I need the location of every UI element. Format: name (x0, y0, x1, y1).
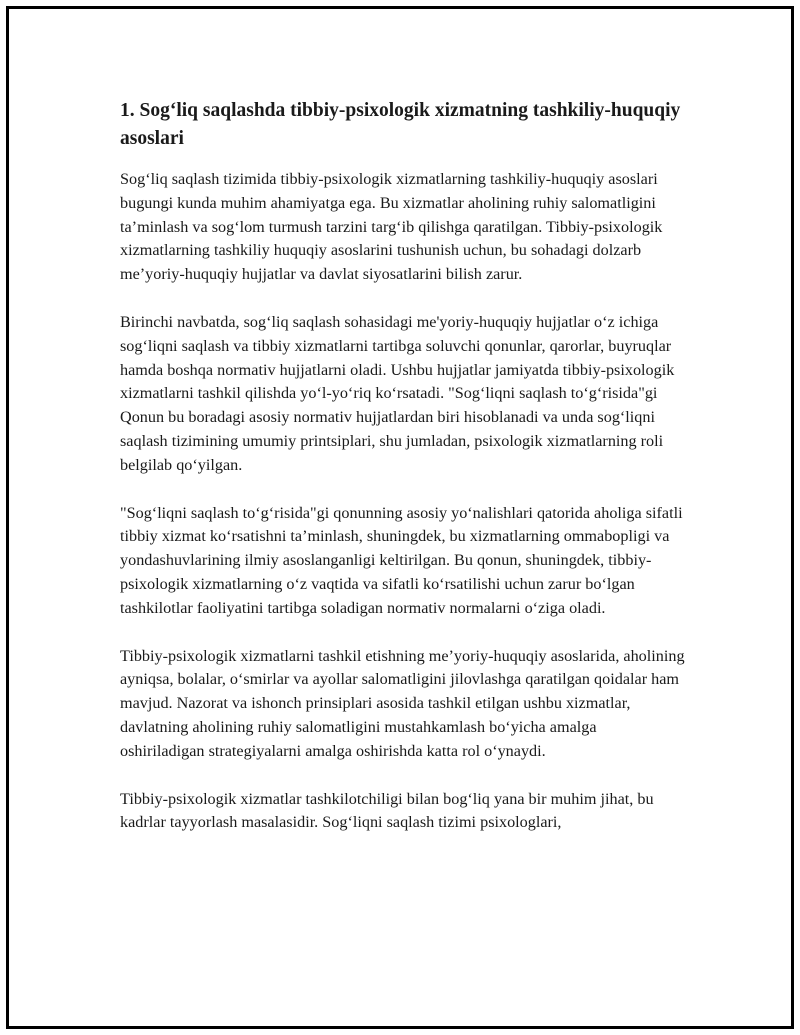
paragraph-4: Tibbiy-psixologik xizmatlarni tashkil etishning me’yoriy-huquqiy asoslarida, aholining ayniqsa, bolalar, o‘smirlar va ayollar salomatligini jilovlashga qaratilgan qoidalar ham mavjud. Nazorat va ishonch prinsiplari asosida tashkil etilgan ushbu xizmatlar, davlatning aholining ruhiy salomatligini mustahkamlash bo‘yicha amalga oshiriladigan strategiyalarni amalga oshirishda katta rol o‘ynaydi. (120, 646, 685, 760)
document-page (6, 6, 794, 1029)
paragraph-5: Tibbiy-psixologik xizmatlar tashkilotchiligi bilan bog‘liq yana bir muhim jihat, bu kadrlar tayyorlash masalasidir. Sog‘liqni saqlash tizimi psixologlari, (120, 789, 654, 832)
section-heading: 1. Sog‘liq saqlashda tibbiy-psixologik xizmatning tashkiliy-huquqiy asoslari (120, 100, 681, 149)
paragraph-2: Birinchi navbatda, sog‘liq saqlash sohasidagi me'yoriy-huquqiy hujjatlar o‘z ichiga sog‘liqni saqlash va tibbiy xizmatlarni tartibga soluvchi qonunlar, qarorlar, buyruqlar hamda boshqa normativ hujjatlarni oladi. Ushbu hujjatlar jamiyatda tibbiy-psixologik xizmatlarni tashkil qilishda yo‘l-yo‘riq ko‘rsatadi. "Sog‘liqni saqlash to‘g‘risida"gi Qonun bu boradagi asosiy normativ hujjatlardan biri hisoblanadi va unda sog‘liqni saqlash tizimining umumiy printsiplari, shu jumladan, psixologik xizmatlarning roli belgilab qo‘yilgan. (120, 312, 675, 474)
paragraph-1: Sog‘liq saqlash tizimida tibbiy-psixologik xizmatlarning tashkiliy-huquqiy asoslari bugungi kunda muhim ahamiyatga ega. Bu xizmatlar aholining ruhiy salomatligini ta’minlash va sog‘lom turmush tarzini targ‘ib qilishga qaratilgan. Tibbiy-psixologik xizmatlarning tashkiliy huquqiy asoslarini tushunish uchun, bu sohadagi dolzarb me’yoriy-huquqiy hujjatlar va davlat siyosatlarini bilish zarur. (120, 170, 663, 284)
document-body (120, 97, 685, 859)
paragraph-3: "Sog‘liqni saqlash to‘g‘risida"gi qonunning asosiy yo‘nalishlari qatorida aholiga sifatli tibbiy xizmat ko‘rsatishni ta’minlash, shuningdek, bu xizmatlarning ommabopligi va yondashuvlarining ilmiy asoslanganligi keltirilgan. Bu qonun, shuningdek, tibbiy-psixologik xizmatlarning o‘z vaqtida va sifatli ko‘rsatilishi uchun zarur bo‘lgan tashkilotlar faoliyatini tartibga soladigan normativ normalarni o‘ziga oladi. (120, 503, 683, 617)
